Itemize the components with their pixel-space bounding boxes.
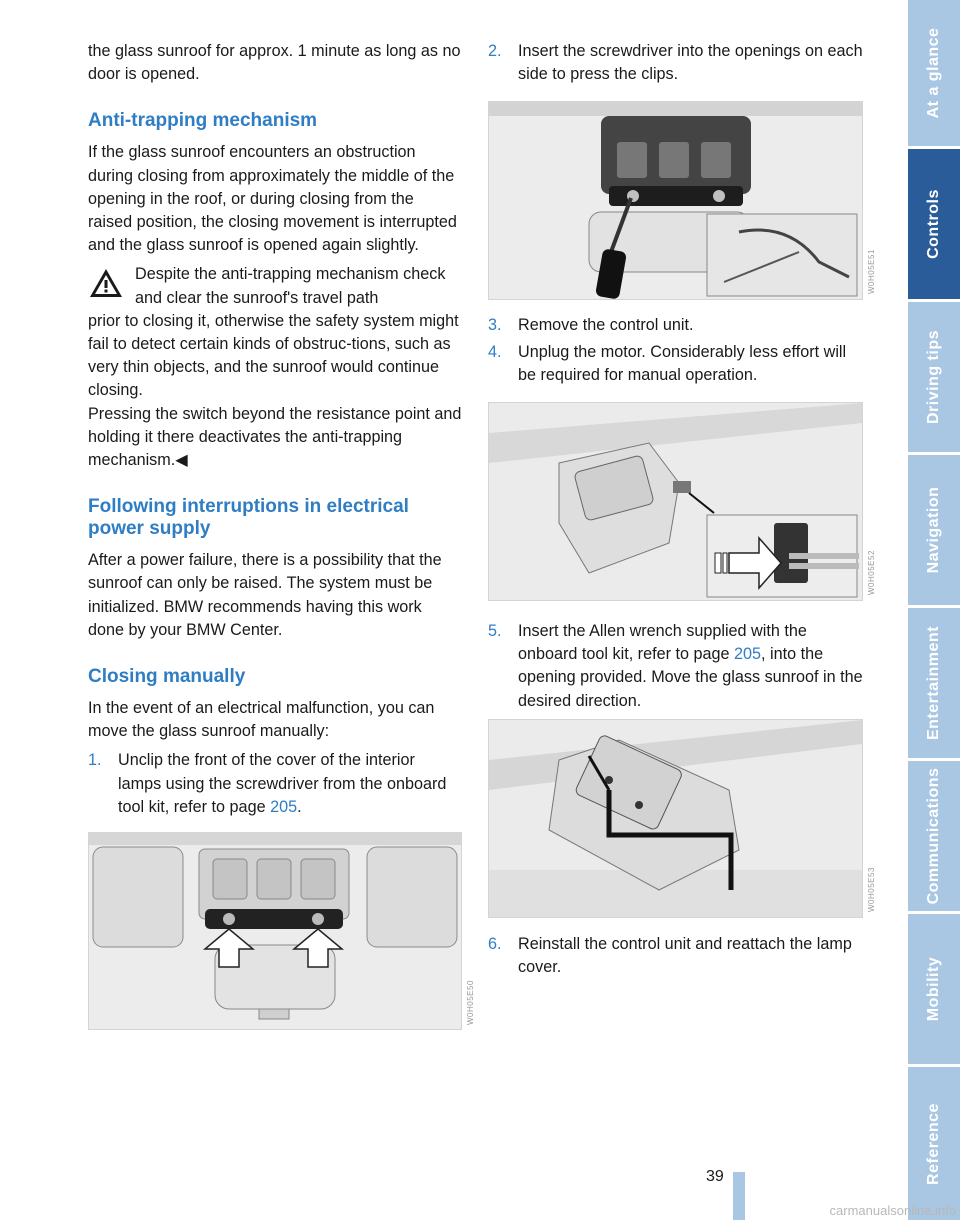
page-number-marker	[733, 1172, 745, 1220]
nav-tab-controls[interactable]: Controls	[908, 149, 960, 299]
step-1: 1. Unclip the front of the cover of the interior lamps using the screwdriver from the onboard tool kit, refer to page 205.	[88, 749, 462, 819]
step-2: 2. Insert the screwdriver into the openings on each side to press the clips.	[488, 40, 863, 86]
figure-lamp-cover	[88, 832, 462, 1030]
step-5: 5. Insert the Allen wrench supplied with the onboard tool kit, refer to page 205, into the opening provided. Move the glass sunroof in the desired direction.	[488, 620, 863, 713]
left-column	[88, 40, 462, 819]
nav-tab-navigation[interactable]: Navigation	[908, 455, 960, 605]
watermark: carmanualsonline.info	[829, 1203, 956, 1218]
step-number: 1.	[88, 751, 102, 770]
nav-tab-mobility[interactable]: Mobility	[908, 914, 960, 1064]
nav-tab-driving-tips[interactable]: Driving tips	[908, 302, 960, 452]
step-3: 3. Remove the control unit.	[488, 314, 863, 337]
figure-2-code: W0H05E51	[867, 249, 876, 294]
closing-manually-heading: Closing manually	[88, 666, 246, 688]
chapter-navigation	[908, 0, 960, 1220]
warning-block	[88, 263, 462, 472]
step-6: 6. Reinstall the control unit and reattach the lamp cover.	[488, 933, 863, 979]
warning-text-rest: prior to closing it, otherwise the safety system might fail to detect certain kinds of obstruc-tions, such as very thin objects, and the sunroof would continue closing.	[88, 311, 459, 400]
figure-allen-wrench	[488, 719, 863, 918]
warning-text-first: Despite the anti-trapping mechanism check and clear the sunroof's travel path	[135, 265, 446, 307]
right-column	[488, 40, 863, 86]
page-link-205[interactable]: 205	[270, 797, 298, 816]
step-number: 5.	[488, 622, 502, 640]
intro-text: the glass sunroof for approx. 1 minute as long as no door is opened.	[88, 42, 461, 84]
step-4: 4. Unplug the motor. Considerably less effort will be required for manual operation.	[488, 341, 863, 387]
deactivate-text: Pressing the switch beyond the resistance point and holding it there deactivates the anti-trapping mechanism.◀	[88, 404, 462, 470]
step-number: 2.	[488, 42, 502, 60]
anti-trapping-heading: Anti-trapping mechanism	[88, 110, 318, 132]
closing-manually-body: In the event of an electrical malfunction, you can move the glass sunroof manually:	[88, 699, 435, 741]
figure-1-code: W0H05E50	[466, 980, 475, 1025]
step-number: 4.	[488, 343, 502, 362]
page-link-205[interactable]: 205	[733, 645, 761, 664]
steps-3-4	[488, 314, 863, 388]
figure-screwdriver	[488, 101, 863, 300]
nav-tab-entertainment[interactable]: Entertainment	[908, 608, 960, 758]
nav-tab-at-a-glance[interactable]: At a glance	[908, 0, 960, 146]
figure-motor-plug	[488, 402, 863, 601]
end-mark: ◀	[175, 451, 188, 470]
page-number: 39	[706, 1168, 724, 1185]
step-number: 6.	[488, 935, 502, 953]
figure-3-code: W0H05E52	[867, 550, 876, 595]
anti-trapping-body: If the glass sunroof encounters an obstruction during closing from approximately the middle of the opening in the roof, or during closing from the raised position, the closing movement is interrupted and the glass sunroof is opened again slightly.	[88, 143, 457, 255]
warning-icon	[88, 267, 124, 299]
power-body: After a power failure, there is a possibility that the sunroof can only be raised. The system must be initialized. BMW recommends having this work done by your BMW Center.	[88, 551, 442, 639]
nav-tab-reference[interactable]: Reference	[908, 1067, 960, 1220]
power-heading: Following interruptions in electrical power supply	[88, 496, 409, 540]
nav-tab-communications[interactable]: Communications	[908, 761, 960, 911]
figure-4-code: W0H05E53	[867, 867, 876, 912]
step-number: 3.	[488, 316, 502, 334]
